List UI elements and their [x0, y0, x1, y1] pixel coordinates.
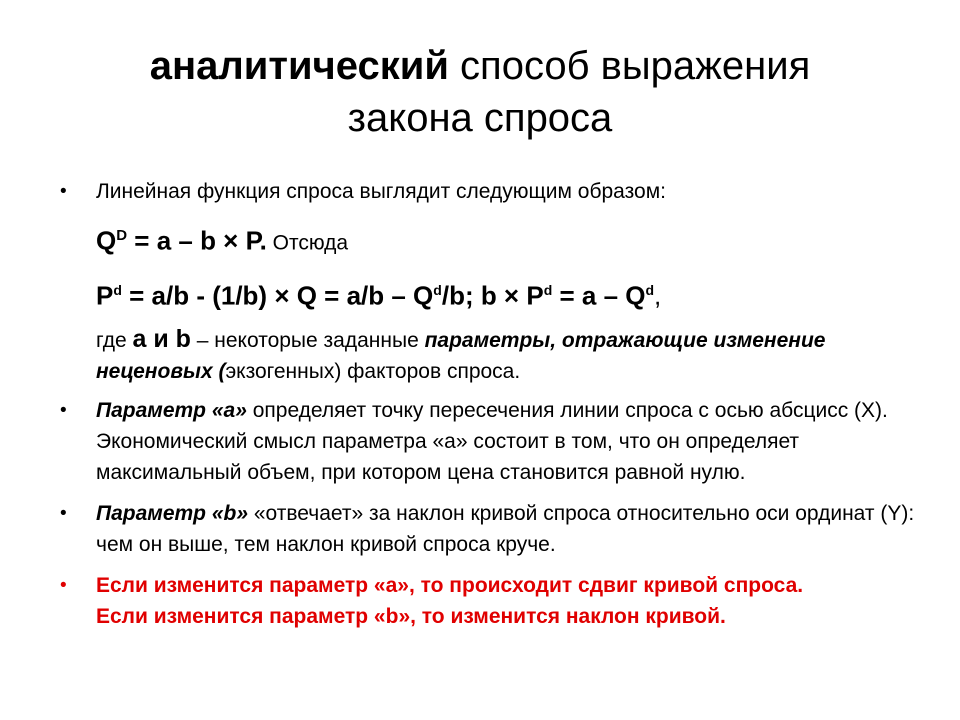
bullet-text: Линейная функция спроса выглядит следующим образом: — [96, 180, 666, 203]
bullet-item-parameter-b — [60, 498, 920, 560]
formula-inverse-demand — [96, 267, 920, 319]
title-line-1 — [0, 40, 960, 92]
bullet-marker: • — [60, 503, 67, 525]
formula-demand — [96, 213, 920, 267]
bullet-marker: • — [60, 575, 67, 597]
parameters-note — [96, 324, 920, 387]
conclusion-line-2: Если изменится параметр «b», то изменится наклон кривой. — [96, 605, 726, 629]
title-line-1-rest: способ выражения — [448, 44, 811, 88]
formula2-part1: = a/b - (1/b) × Q = a/b – Q — [121, 280, 434, 311]
bullet-item-conclusion — [60, 570, 920, 632]
bullet-emphasis: Параметр «b» — [96, 502, 249, 526]
formula2-sup1: d — [113, 281, 122, 298]
bullet-text: определяет точку пересечения линии спроса с осью абсцисс (Х). Экономический смысл параметра «а» состоит в том, что он определяет максимальный объем, при котором цена становится равной нулю. — [96, 399, 888, 485]
bullet-text: «отвечает» за наклон кривой спроса относительно оси ординат (Y): чем он выше, тем наклон кривой спроса круче. — [96, 502, 915, 557]
title-bold-word: аналитический — [149, 44, 449, 88]
note-pre: где — [96, 329, 133, 353]
formula-tail: Отсюда — [266, 231, 349, 255]
formula2-part2: /b; b × P — [441, 280, 544, 311]
bullet-marker: • — [60, 400, 67, 422]
bullet-item-parameter-a — [60, 395, 920, 488]
formula-rest: = a – b × P. — [127, 225, 267, 256]
note-ab: a и b — [132, 325, 191, 354]
bullet-emphasis: Параметр «а» — [96, 399, 247, 423]
note-emphasis: параметры, отражающие изменение неценовых ( — [96, 329, 826, 384]
formula-q: Q — [96, 225, 117, 256]
formula-q-sup: D — [116, 227, 128, 244]
conclusion-line-1: Если изменится параметр «а», то происходит сдвиг кривой спроса. — [96, 574, 804, 598]
note-mid2: экзогенных) факторов спроса. — [225, 360, 521, 384]
bullet-marker: • — [60, 181, 67, 202]
formula2-p: P — [96, 280, 114, 311]
formula2-tail: , — [654, 280, 662, 311]
bullet-item-linear-function — [60, 176, 920, 207]
slide-title — [0, 40, 960, 144]
formula2-part3: = a – Q — [552, 280, 646, 311]
title-line-2: закона спроса — [347, 96, 613, 140]
formula2-sup2: d — [433, 281, 442, 298]
slide-body — [60, 176, 920, 632]
note-mid: – некоторые заданные — [190, 329, 425, 353]
formula2-sup3: d — [543, 281, 553, 298]
formula2-sup4: d — [645, 281, 655, 298]
